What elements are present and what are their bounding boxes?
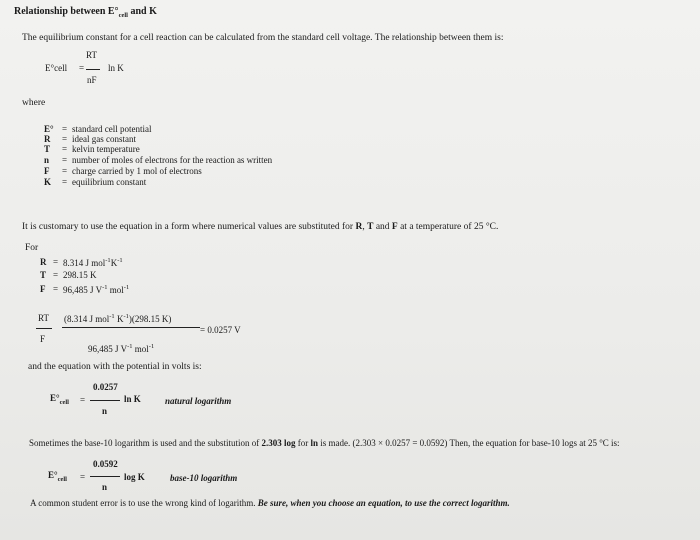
value-f: 96,485 J $V^{-1}$ mol$^{-1}$	[63, 284, 130, 295]
intro-text: The equilibrium constant for a cell reaction can be calculated from the standard cell voltage. The relationship between them is:	[22, 33, 504, 43]
eq3-denominator: n	[102, 482, 108, 492]
page-title: Relationship between $E^\circ_{cell}$ and K	[14, 6, 157, 19]
def-equals: =	[62, 124, 68, 134]
calc-f: F	[40, 334, 46, 344]
eq3-lhs: $E^\circ_{cell}$	[48, 470, 67, 483]
eq2-equals: =	[80, 395, 86, 405]
eq1-fraction-bar	[86, 69, 100, 70]
calc-fraction-bar	[62, 327, 200, 328]
calc-denominator: 96,485 J $V^{-1}$ mol$^{-1}$	[88, 343, 155, 354]
eq2-rhs: ln K	[124, 394, 141, 404]
eq2-lhs: $E^\circ_{cell}$	[50, 393, 69, 406]
def-equals: =	[62, 177, 68, 187]
calc-short-bar	[36, 328, 52, 329]
eq1-rhs: ln K	[108, 63, 124, 73]
value-symbol-r: R	[40, 257, 47, 267]
value-equals: =	[53, 284, 59, 294]
footer-warning: A common student error is to use the wrong kind of logarithm. Be sure, when you choose an equation, to use the correct logarithm.	[30, 498, 510, 508]
value-equals: =	[53, 257, 59, 267]
def-symbol: F	[44, 166, 50, 176]
eq1-denominator: nF	[87, 75, 97, 85]
def-text: equilibrium constant	[72, 177, 147, 187]
for-label: For	[25, 243, 39, 253]
eq2-note: natural logarithm	[165, 396, 232, 406]
customary-text: It is customary to use the equation in a form where numerical values are substituted for R, T and F at a temperature of 25 °C.	[22, 222, 499, 232]
def-text: kelvin temperature	[72, 144, 140, 154]
def-symbol: K	[44, 177, 52, 187]
eq2-fraction-bar	[90, 400, 120, 401]
base10-text: Sometimes the base-10 logarithm is used and the substitution of 2.303 log for ln is made. (2.303 × 0.0257 = 0.0592) Then, the equation for base-10 logs at 25 °C is:	[29, 438, 620, 448]
def-symbol: E°	[44, 124, 54, 134]
eq1-equals: =	[79, 63, 85, 73]
value-symbol-t: T	[40, 270, 47, 280]
eq2-denominator: n	[102, 406, 108, 416]
value-equals: =	[53, 270, 59, 280]
def-equals: =	[62, 144, 68, 154]
value-r: 8.314 J $mol^{-1}K^{-1}$	[63, 257, 123, 268]
eq1-lhs: E°cell	[45, 63, 68, 73]
eq1-numerator: RT	[86, 50, 97, 60]
eq3-equals: =	[80, 472, 86, 482]
value-symbol-f: F	[40, 284, 46, 294]
calc-rt: RT	[38, 313, 49, 323]
calc-numerator: (8.314 J mol$^{-1}$ $K^{-1})(298.15$ K)	[64, 313, 172, 324]
and-text: and the equation with the potential in volts is:	[28, 362, 202, 372]
eq2-numerator: 0.0257	[93, 382, 118, 392]
def-text: ideal gas constant	[72, 134, 136, 144]
eq3-rhs: log K	[124, 472, 145, 482]
def-text: standard cell potential	[72, 124, 152, 134]
where-label: where	[22, 98, 46, 108]
def-symbol: T	[44, 144, 51, 154]
def-equals: =	[62, 134, 68, 144]
eq3-fraction-bar	[90, 476, 120, 477]
calc-result: = 0.0257 V	[200, 325, 241, 335]
def-text: number of moles of electrons for the reaction as written	[72, 155, 273, 165]
eq3-note: base-10 logarithm	[170, 473, 238, 483]
def-equals: =	[62, 155, 68, 165]
eq3-numerator: 0.0592	[93, 459, 118, 469]
def-symbol: R	[44, 134, 51, 144]
def-symbol: n	[44, 155, 50, 165]
def-text: charge carried by 1 mol of electrons	[72, 166, 202, 176]
value-t: 298.15 K	[63, 270, 97, 280]
def-equals: =	[62, 166, 68, 176]
